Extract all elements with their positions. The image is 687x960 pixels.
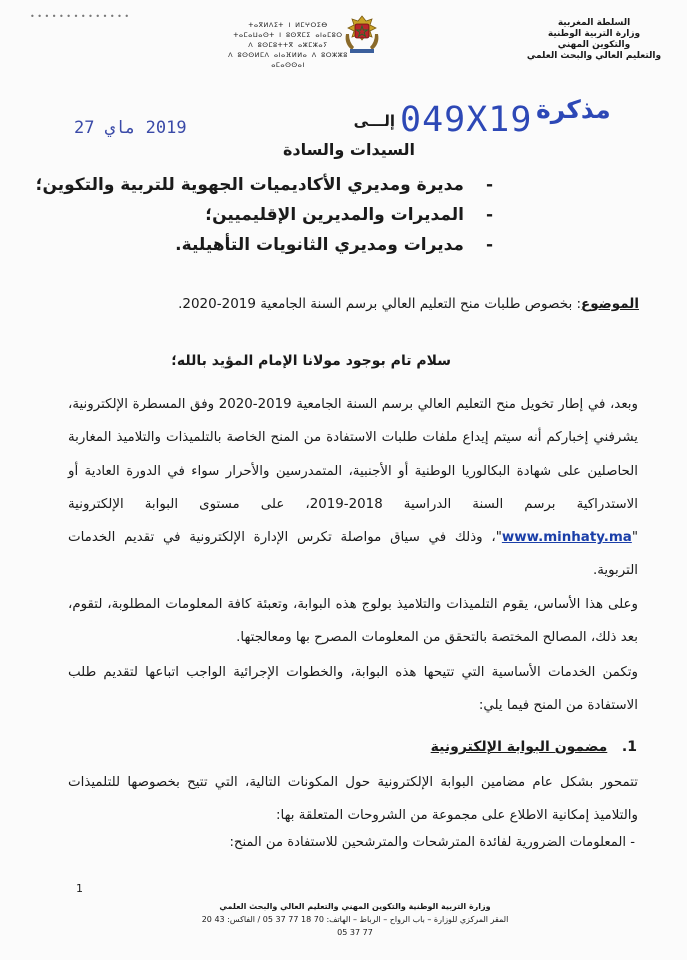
paragraph-portal-content: تتمحور بشكل عام مضامين البوابة الإلكترونية حول المكونات التالية، التي تتيح بخصوصها للتلميذات والتلاميذ إمكانية الاطلاع على مجموعة من الشروحات المتعلقة بها: <box>68 775 638 824</box>
section-heading <box>431 739 637 755</box>
ministry-header-tifinagh <box>228 20 348 70</box>
ministry-line: والتعليم العالي والبحث العلمي <box>526 51 662 61</box>
paragraph-services: وتكمن الخدمات الأساسية التي تتيحها هذه البوابة، والخطوات الإجرائية الواجب اتباعها لتقديم طلب الاستفادة من المنح فيما يلي: <box>68 665 638 714</box>
subject-line <box>178 296 639 312</box>
list-item: - المعلومات الضرورية لفائدة المترشحات والمترشحين للاستفادة من المنح: <box>229 835 635 850</box>
footer-line: وزارة التربية الوطنية والتكوين المهني والتعليم العالي والبحث العلمي <box>219 902 491 911</box>
footer <box>200 900 510 939</box>
section-title: مضمون البوابة الإلكترونية <box>430 739 608 755</box>
paragraph-basis: وعلى هذا الأساس، يقوم التلميذات والتلاميذ بولوج هذه البوابة، وتعبئة كافة المعلومات المطلوبة، لتقوم، بعد ذلك، المصالح المختصة بالتحقق من المعلومات المصرح بها ومعالجتها. <box>68 597 638 646</box>
section-number: 1. <box>621 739 637 755</box>
addressee-text: مديرات ومديري الثانويات التأهيلية. <box>175 235 464 255</box>
addressee-text: مديرة ومديري الأكاديميات الجهوية للتربية والتكوين؛ <box>35 175 464 195</box>
subject-text: : بخصوص طلبات منح التعليم العالي برسم السنة الجامعية 2019-2020. <box>178 296 582 312</box>
date-stamp: 2019 ماي 27 <box>74 118 187 138</box>
scan-dots: • • • • • • • • • • • • • • <box>30 12 130 21</box>
ministry-line: وزارة التربية الوطنية <box>547 29 641 39</box>
addressee-item: -مديرات ومديري الثانويات التأهيلية. <box>175 235 493 255</box>
tifinagh-line: ⴷ ⵓⵙⵎⵓⵜⵜⴳ ⴰⵣⵎⵣⴰⵢ <box>248 41 328 49</box>
addressee-to: إلـــى <box>353 112 395 130</box>
subject-label: الموضوع <box>581 296 639 312</box>
footer-line: المقر المركزي للوزارة – باب الرواح – الرباط – الهاتف: 70 18 77 37 05 / الفاكس: 43 20 77 37 05 <box>201 915 509 937</box>
coat-of-arms-icon <box>340 12 384 56</box>
portal-link[interactable]: www.minhaty.ma <box>501 530 632 546</box>
addressee-text: المديرات والمديرين الإقليميين؛ <box>205 205 464 225</box>
addressee-sirs: السيدات والسادة <box>282 140 415 159</box>
addressee-item: -المديرات والمديرين الإقليميين؛ <box>205 205 493 225</box>
ministry-header-arabic <box>519 18 669 62</box>
memo-label-stamp: مذكرة <box>536 95 611 124</box>
paragraph-text: وبعد، في إطار تخويل منح التعليم العالي برسم السنة الجامعية 2019-2020 وفق المسطرة الإلكترونية، يشرفني إخباركم أنه سيتم إيداع ملفات طلبات الاستفادة من المنح الخاصة بالتلميذات والتلاميذ المغاربة الحاصلين على شهادة البكالوريا الوطنية أو الأجنبية، المتمدرسين والأحرار سواء في الدورة العادية أو الاستدراكية برسم السنة الدراسية 2018-2019، على مستوى البوابة الإلكترونية " <box>68 397 638 546</box>
greeting: سلام تام بوجود مولانا الإمام المؤيد بالله؛ <box>171 353 451 369</box>
tifinagh-line: ⵜⴰⵎⴰⵡⴰⵙⵜ ⵏ ⵓⵙⴳⵎⵉ ⴰⵏⴰⵎⵓⵔ <box>233 31 343 39</box>
ministry-line: السلطة المغربية <box>557 18 631 28</box>
page-number: 1 <box>76 882 83 895</box>
tifinagh-line: ⵜⴰⴳⵍⴷⵉⵜ ⵏ ⵍⵎⵖⵔⵉⴱ <box>248 21 328 29</box>
ministry-line: والتكوين المهني <box>557 40 631 50</box>
tifinagh-line: ⴷ ⵓⵙⵙⵍⵎⴷ ⴰⵏⴰⴼⵍⵍⴰ ⴷ ⵓⵔⵣⵣⵓ ⴰⵎⴰⵙⵙⴰⵏ <box>228 51 348 69</box>
memo-number-stamp: 049X19 <box>400 100 533 140</box>
paragraph-text: "، وذلك في سياق مواصلة تكرس الإدارة الإلكترونية في تقديم الخدمات التربوية. <box>68 530 638 579</box>
paragraph-intro <box>68 388 638 588</box>
addressee-item: -مديرة ومديري الأكاديميات الجهوية للتربية والتكوين؛ <box>35 175 493 195</box>
